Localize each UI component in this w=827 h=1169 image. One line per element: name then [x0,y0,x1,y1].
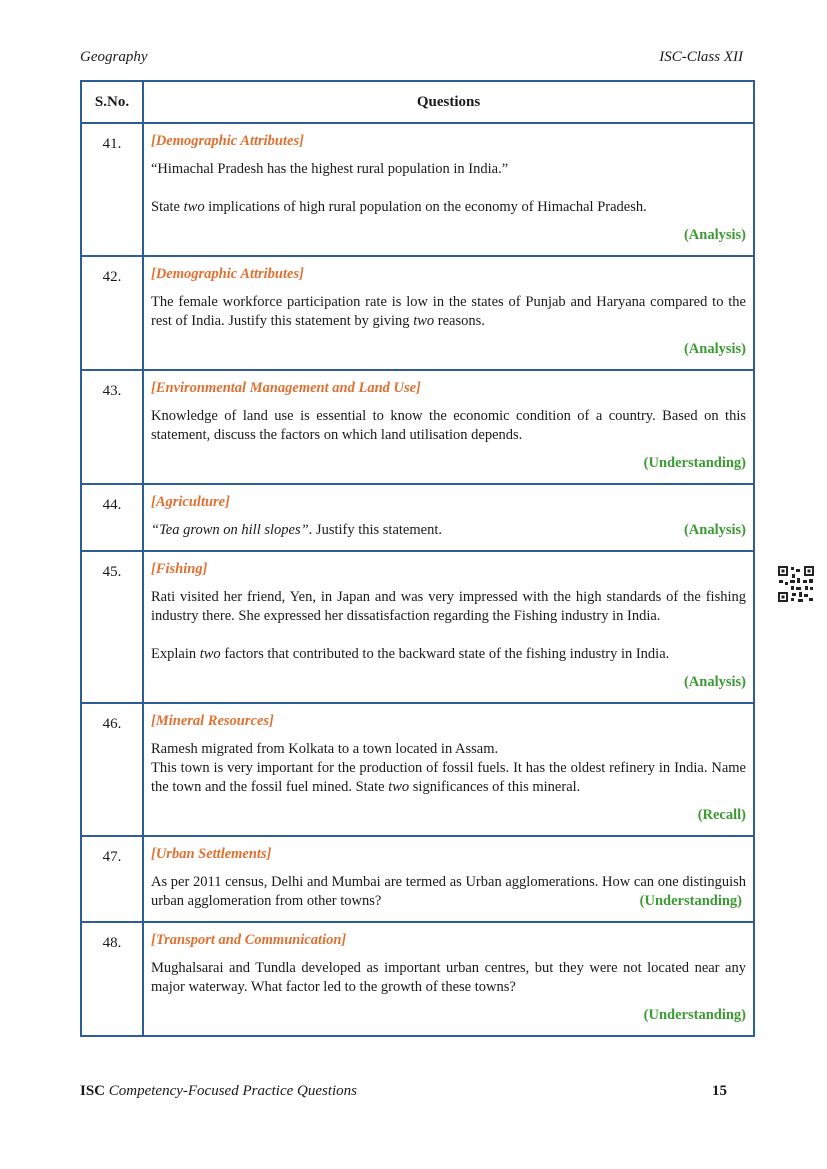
question-topic: [Fishing] [151,561,208,577]
table-row [81,256,754,370]
question-text: (Analysis) “Tea grown on hill slopes”. Justify this statement. [151,522,746,538]
cognitive-level: (Analysis) [683,674,746,690]
qr-code-icon[interactable] [777,565,815,603]
question-text: Mughalsarai and Tundla developed as important urban centres, but they were not located near any major waterway. What factor led to the growth of these towns? [151,960,746,995]
question-text: The female workforce participation rate is low in the states of Punjab and Haryana compared to the rest of India. Justify this statement by giving two reasons. [151,294,746,329]
question-text: As per 2011 census, Delhi and Mumbai are termed as Urban agglomerations. How can one distinguish urban agglomeration from other towns? (Understanding) [151,874,746,909]
table-row [81,123,754,256]
question-instruction: This town is very important for the production of fossil fuels. It has the oldest refinery in India. Name the town and the fossil fuel mined. State two significances of this mineral. [151,760,746,795]
column-header-questions: Questions [143,81,754,123]
footer-title [80,1083,357,1100]
question-instruction: State two implications of high rural population on the economy of Himachal Pradesh. [151,199,647,215]
table-header-row [81,81,754,123]
table-row [81,551,754,703]
question-instruction: Explain two factors that contributed to the backward state of the fishing industry in India. [151,646,670,662]
cognitive-level: (Understanding) [643,1007,746,1023]
cognitive-level: (Understanding) [643,455,746,471]
question-cell [143,922,754,1036]
cognitive-level: (Analysis) [683,227,746,243]
question-cell [143,370,754,484]
cognitive-level: (Recall) [697,807,746,823]
question-topic: [Mineral Resources] [151,713,274,729]
question-topic: [Environmental Management and Land Use] [151,380,421,396]
question-cell [143,836,754,922]
footer-brand: ISC [80,1083,106,1099]
page-number: 15 [712,1083,727,1099]
question-topic: [Transport and Communication] [151,932,347,948]
question-number: 46. [81,703,143,836]
question-cell [143,484,754,551]
cognitive-level: (Analysis) [683,522,746,538]
question-topic: [Demographic Attributes] [151,266,304,282]
question-cell [143,703,754,836]
question-number: 42. [81,256,143,370]
table-row [81,484,754,551]
questions-table [80,80,755,1037]
question-number: 45. [81,551,143,703]
question-number: 48. [81,922,143,1036]
question-number: 47. [81,836,143,922]
question-text: Ramesh migrated from Kolkata to a town located in Assam. [151,741,499,757]
question-cell [143,551,754,703]
header-subject: Geography [80,49,148,65]
table-row [81,703,754,836]
question-text: Knowledge of land use is essential to know the economic condition of a country. Based on this statement, discuss the factors on which land utilisation depends. [151,408,746,443]
question-number: 44. [81,484,143,551]
cognitive-level: (Analysis) [683,341,746,357]
question-cell [143,123,754,256]
cognitive-level: (Understanding) [639,893,742,909]
footer-subtitle: Competency-Focused Practice Questions [108,1083,358,1099]
question-topic: [Demographic Attributes] [151,133,304,149]
question-number: 43. [81,370,143,484]
table-row [81,836,754,922]
question-text: Rati visited her friend, Yen, in Japan and was very impressed with the high standards of the fishing industry there. She expressed her dissatisfaction regarding the Fishing industry in India. [151,589,746,624]
question-topic: [Urban Settlements] [151,846,272,862]
header-class: ISC-Class XII [659,49,743,65]
question-number: 41. [81,123,143,256]
table-row [81,370,754,484]
question-text: “Himachal Pradesh has the highest rural population in India.” [151,161,509,177]
question-topic: [Agriculture] [151,494,230,510]
column-header-sno: S.No. [81,81,143,123]
table-row [81,922,754,1036]
question-cell [143,256,754,370]
